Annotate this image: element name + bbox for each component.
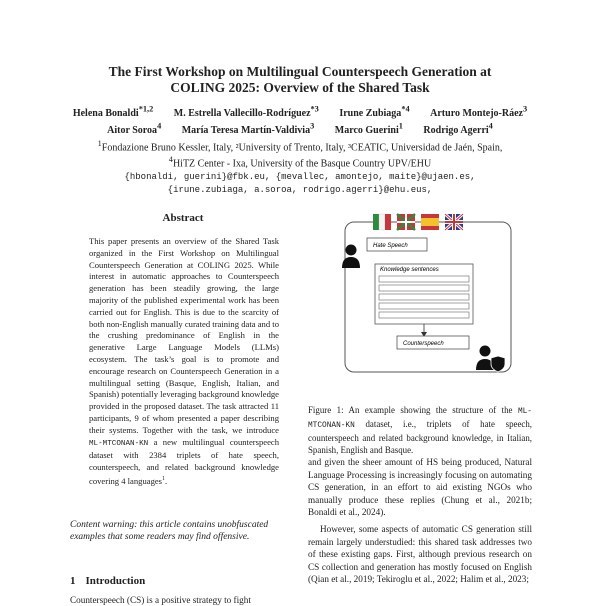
author-name: Aitor Soroa$^4$ [107,121,162,137]
hate-speech-label: Hate Speech [373,243,408,249]
paper-title: The First Workshop on Multilingual Counterspeech Generation at COLING 2025: Overview of the Shared Task [108,64,492,95]
abstract-text: This paper presents an overview of the Shared Task organized in the First Workshop on Multilingual Counterspeech Generation at COLING 2025. While interest in automatic approaches to Counterspeech generation has been steadily growing, the large majority of the published experimental work has been carried out for English. This is due to the scarcity of both non-English manually curated training data and to the crushing predominance of English in the generative Large Language Models (LLMs) ecosystem. The task’s goal is to promote and encourage research on Counterspeech Generation in a multilingual setting (Basque, English, Italian, and Spanish) potentially leveraging background knowledge provided in the proposed dataset. The task attracted 11 participants, 9 of whom presented a paper describing their systems. Together with the task, we introduce ML-MTCONAN-KN a new multilingual counterspeech dataset with 2384 triplets of hate speech, counterspeech, and related background knowledge covering 4 languages$^1$. [89,236,279,486]
paragraph: and given the sheer amount of HS being produced, Natural Language Processing is increasingly focusing on automating CS generation, in an effort to aid existing NGOs who manually produce these replies (Chung et al., 2021b; Bonaldi et al., 2024). [308,457,532,518]
basque-flag [397,214,415,230]
right-column-text [308,456,532,590]
figure-caption: Figure 1: An example showing the structure of the ML-MTCONAN-KN dataset, i.e., triplets of hate speech, counterspeech and related background knowledge, in Italian, Spanish, English and Basque. [308,405,532,455]
author-name: M. Estrella Vallecillo-Rodríguez$^{*3}$ [173,105,319,120]
body-text: Counterspeech (CS) is a positive strategy to fight [70,595,251,605]
author-name: Rodrigo Agerri$^4$ [423,121,493,137]
author-name: Irune Zubiaga$^{*4}$ [339,105,410,120]
italy-flag [373,214,391,230]
dataset-structure-figure [325,210,515,375]
spain-flag [421,214,439,230]
author-name: María Teresa Martín-Valdivia$^3$ [181,121,315,137]
author-name: Helena Bonaldi$^{*1,2}$ [72,105,154,120]
emails: {irune.zubiaga, a.soroa, rodrigo.agerri}@ehu.eus, [167,184,433,195]
authors-row-1 [20,104,580,121]
counterspeech-label: Counterspeech [403,341,444,347]
knowledge-sentence-bars [379,276,469,318]
affiliations: $^1$Fondazione Bruno Kessler, Italy, ²University of Trento, Italy, ³CEATIC, Universidad de Jaén, Spain, [97,138,503,153]
uk-flag [445,214,463,230]
emails: {hbonaldi, guerini}@fbk.eu, {mevallec, amontejo, maite}@ujaen.es, [124,172,476,183]
knowledge-label: Knowledge sentences [380,267,439,273]
abstract-heading: Abstract [162,212,204,224]
author-name: Arturo Montejo-Ráez$^3$ [430,105,528,120]
content-warning: Content warning: this article contains unobfuscated examples that some readers may find offensive. [70,520,269,542]
operator-shield-icon [476,346,505,373]
authors-row-2 [20,121,580,138]
affiliations: $^4$HiTZ Center - Ixa, University of the Basque Country UPV/EHU [168,155,432,170]
author-name: Marco Guerini$^1$ [334,121,403,137]
author-block [20,104,580,196]
paragraph: However, some aspects of automatic CS generation still remain largely understudied: this shared task addresses two of these existing gaps. First, although previous research on CS collection and generation has mostly focused on English (Qian et al., 2019; Tekiroglu et al., 2022; Halim et al., 2023; [308,523,532,585]
section-heading: 1 Introduction [70,575,146,587]
